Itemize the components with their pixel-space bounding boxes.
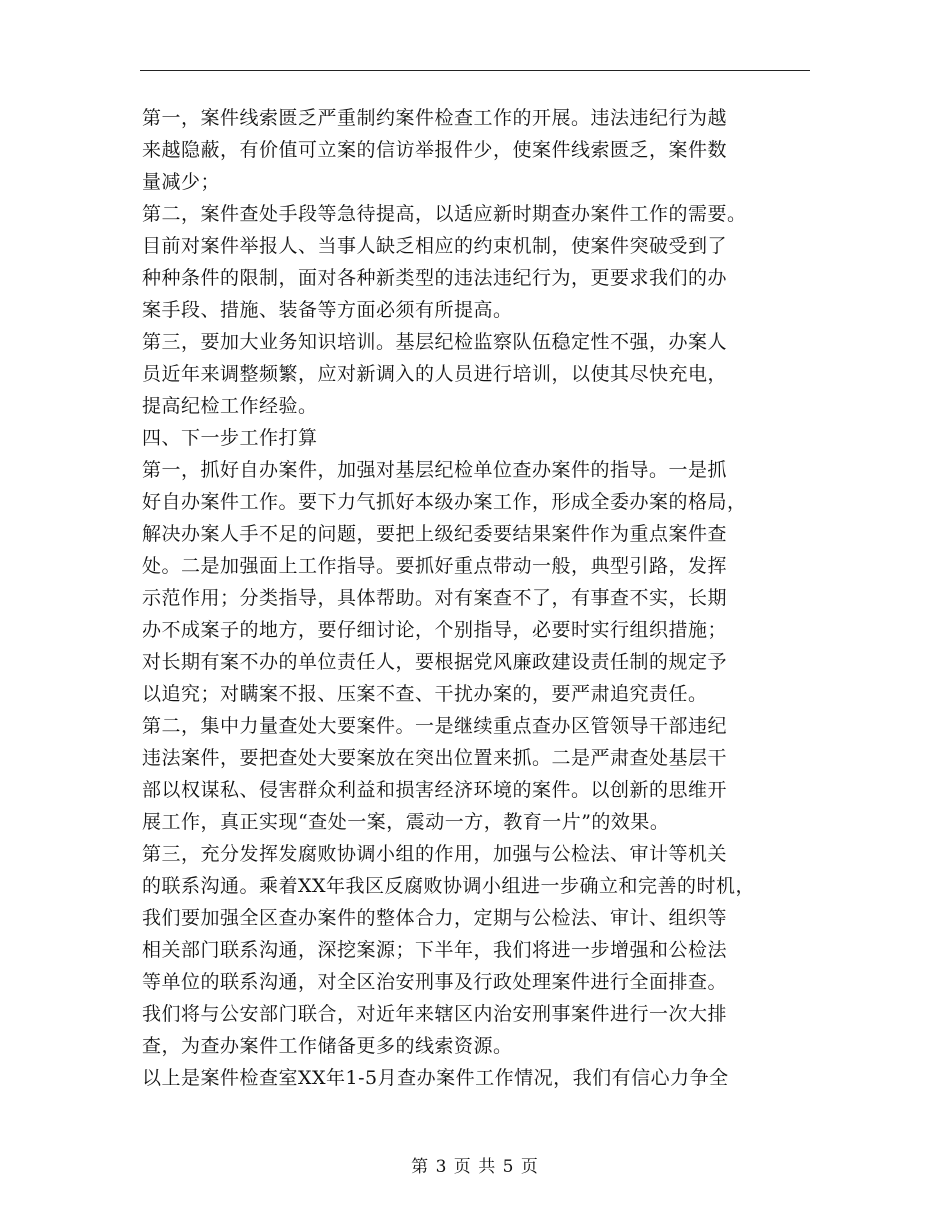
text-line: 解决办案人手不足的问题，要把上级纪委要结果案件作为重点案件查 [142, 523, 728, 545]
text-line: 员近年来调整频繁，应对新调入的人员进行培训，以使其尽快充电， [142, 363, 728, 385]
text-line: 查，为查办案件工作储备更多的线索资源。 [142, 1035, 513, 1057]
text-line: 我们将与公安部门联合，对近年来辖区内治安刑事案件进行一次大排 [142, 1003, 728, 1025]
section-heading: 四、下一步工作打算 [142, 427, 318, 449]
text-line: 第一，案件线索匮乏严重制约案件检查工作的开展。违法违纪行为越 [142, 107, 728, 129]
text-line: 部以权谋私、侵害群众利益和损害经济环境的案件。以创新的思维开 [142, 779, 728, 801]
text-line: 第二，集中力量查处大要案件。一是继续重点查办区管领导干部违纪 [142, 715, 728, 737]
text-line: 来越隐蔽，有价值可立案的信访举报件少，使案件线索匮乏，案件数 [142, 139, 728, 161]
text-line: 案手段、措施、装备等方面必须有所提高。 [142, 299, 513, 321]
text-line: 以上是案件检查室XX年1-5月查办案件工作情况，我们有信心力争全 [142, 1067, 729, 1089]
text-line: 提高纪检工作经验。 [142, 395, 318, 417]
text-line: 我们要加强全区查办案件的整体合力，定期与公检法、审计、组织等 [142, 907, 728, 929]
text-line: 对长期有案不办的单位责任人，要根据党风廉政建设责任制的规定予 [142, 651, 728, 673]
text-line: 处。二是加强面上工作指导。要抓好重点带动一般，典型引路，发挥 [142, 555, 728, 577]
document-body [142, 102, 822, 1094]
text-line: 违法案件，要把查处大要案放在突出位置来抓。二是严肃查处基层干 [142, 747, 728, 769]
text-line: 第二，案件查处手段等急待提高，以适应新时期查办案件工作的需要。 [142, 203, 747, 225]
text-line: 展工作，真正实现“查处一案，震动一方，教育一片”的效果。 [142, 811, 670, 833]
text-line: 相关部门联系沟通，深挖案源；下半年，我们将进一步增强和公检法 [142, 939, 728, 961]
text-line: 种种条件的限制，面对各种新类型的违法违纪行为，更要求我们的办 [142, 267, 728, 289]
text-line: 第一，抓好自办案件，加强对基层纪检单位查办案件的指导。一是抓 [142, 459, 728, 481]
text-line: 第三，充分发挥发腐败协调小组的作用，加强与公检法、审计等机关 [142, 843, 728, 865]
text-line: 示范作用；分类指导，具体帮助。对有案查不了，有事查不实，长期 [142, 587, 728, 609]
text-line: 好自办案件工作。要下力气抓好本级办案工作，形成全委办案的格局， [142, 491, 747, 513]
text-line: 目前对案件举报人、当事人缺乏相应的约束机制，使案件突破受到了 [142, 235, 728, 257]
text-line: 等单位的联系沟通，对全区治安刑事及行政处理案件进行全面排查。 [142, 971, 728, 993]
text-line: 的联系沟通。乘着XX年我区反腐败协调小组进一步确立和完善的时机， [142, 875, 756, 897]
text-line: 办不成案子的地方，要仔细讨论，个别指导，必要时实行组织措施； [142, 619, 728, 641]
page-number: 第 3 页 共 5 页 [411, 1157, 539, 1177]
text-line: 量减少； [142, 171, 221, 193]
header-rule [140, 70, 810, 71]
text-line: 以追究；对瞒案不报、压案不查、干扰办案的，要严肃追究责任。 [142, 683, 708, 705]
text-line: 第三，要加大业务知识培训。基层纪检监察队伍稳定性不强，办案人 [142, 331, 728, 353]
